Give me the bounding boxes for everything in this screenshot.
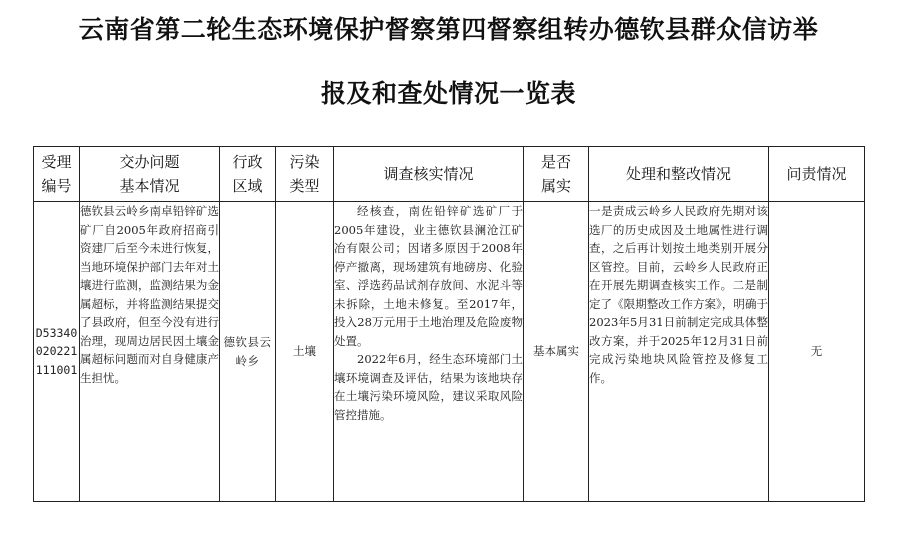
petition-table	[33, 146, 865, 502]
header-accountability: 问责情况	[769, 147, 865, 202]
cell-issue: 德钦县云岭乡南卓铅锌矿选矿厂自2005年政府招商引资建厂后至今未进行恢复，当地环境保护部门去年对土壤进行监测，监测结果为金属超标，并将监测结果提交了县政府，但至今没有进行治理，现周边居民因土壤金属超标问题而对自身健康产生担忧。	[80, 202, 220, 502]
cell-pollution-type: 土壤	[276, 202, 334, 502]
header-pollution-type: 污染 类型	[276, 147, 334, 202]
header-issue: 交办问题 基本情况	[80, 147, 220, 202]
investigation-paragraph-1: 经核查，南佐铅锌矿选矿厂于2005年建设，业主德钦县澜沧江矿冶有限公司；因诸多原因于2008年停产撤离，现场建筑有地磅房、化验室、浮选药品试剂存放间、水泥斗等未拆除，土地未修复。至2017年，投入28万元用于土地治理及危险废物处置。	[334, 204, 523, 348]
table-header-row	[34, 147, 865, 202]
header-investigation: 调查核实情况	[334, 147, 524, 202]
cell-region: 德钦县云岭乡	[220, 202, 276, 502]
investigation-paragraph-2: 2022年6月，经生态环境部门土壤环境调查及评估，结果为该地块存在土壤污染环境风险，建议采取风险管控措施。	[334, 352, 523, 422]
table-row	[34, 202, 865, 502]
header-region: 行政 区域	[220, 147, 276, 202]
cell-is-true: 基本属实	[524, 202, 589, 502]
cell-investigation	[334, 202, 524, 502]
page-title-line2: 报及和查处情况一览表	[320, 79, 576, 108]
header-handling: 处理和整改情况	[589, 147, 769, 202]
cell-id: D53340020221111001	[34, 202, 80, 502]
header-id: 受理 编号	[34, 147, 80, 202]
cell-handling: 一是责成云岭乡人民政府先期对该选厂的历史成因及土地属性进行调查，之后再计划按土地类别开展分区管控。目前，云岭乡人民政府正在开展先期调查核实工作。二是制定了《限期整改工作方案》，明确于2023年5月31日前制定完成具体整改方案，并于2025年12月31日前完成污染地块风险管控及修复工作。	[589, 202, 769, 502]
cell-accountability: 无	[769, 202, 865, 502]
header-is-true: 是否 属实	[524, 147, 589, 202]
page-title-line1: 云南省第二轮生态环境保护督察第四督察组转办德钦县群众信访举	[78, 15, 819, 44]
